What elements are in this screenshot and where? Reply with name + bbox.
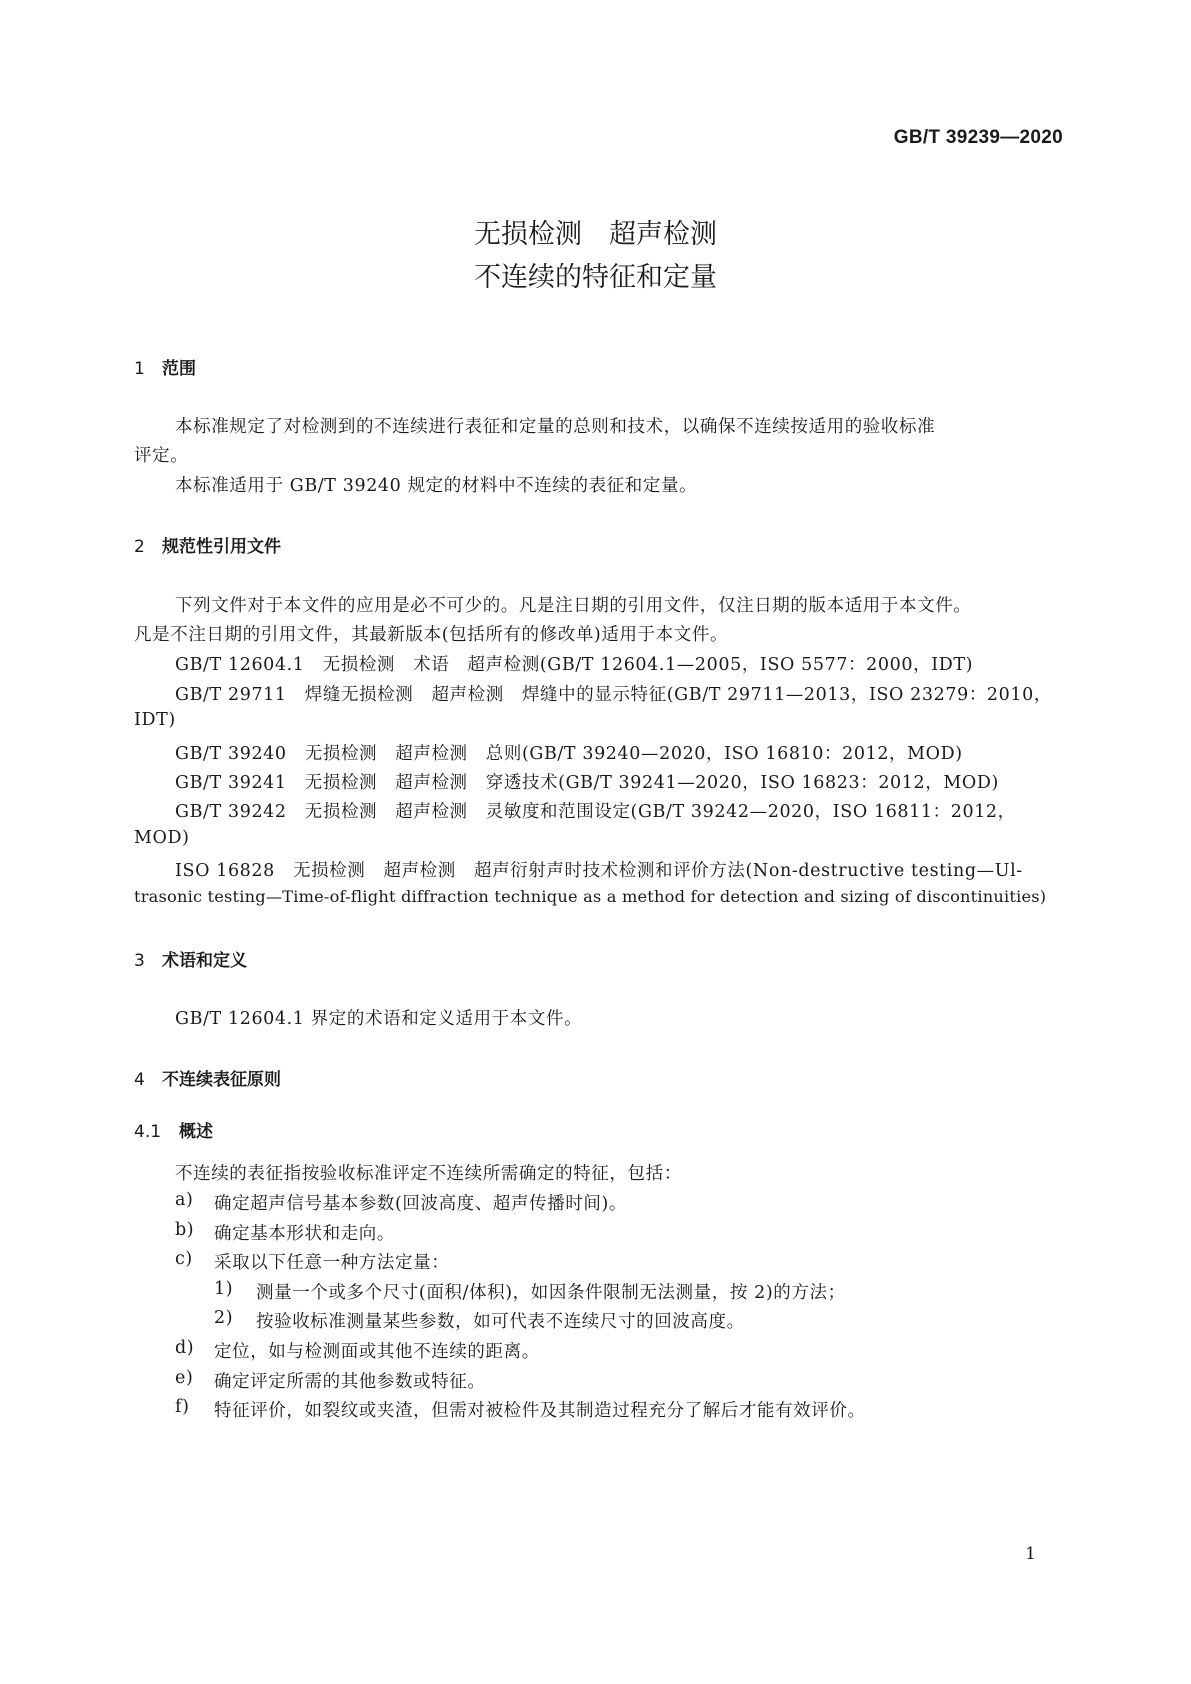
- reference-line: MOD): [134, 828, 190, 848]
- document-title-line-1: 无损检测 超声检测: [474, 219, 717, 250]
- document-title-line-2: 不连续的特征和定量: [474, 262, 717, 293]
- section-4-heading: [134, 1065, 281, 1090]
- reference-line: GB/T 39240 无损检测 超声检测 总则(GB/T 39240—2020，ISO 16810：2012，MOD): [175, 744, 963, 764]
- section-2-intro-b: 凡是不注日期的引用文件，其最新版本(包括所有的修改单)适用于本文件。: [134, 625, 729, 645]
- section-title: 术语和定义: [162, 951, 247, 971]
- section-number: 2: [134, 537, 145, 557]
- section-title: 范围: [162, 359, 196, 379]
- list-item-text: 测量一个或多个尺寸(面积/体积)，如因条件限制无法测量，按 2)的方法；: [256, 1283, 846, 1303]
- section-3-paragraph: GB/T 12604.1 界定的术语和定义适用于本文件。: [175, 1009, 583, 1029]
- list-item-text: 确定基本形状和走向。: [214, 1224, 395, 1244]
- section-number: 4: [134, 1070, 145, 1090]
- list-item-label: e): [175, 1368, 194, 1388]
- section-2-intro-a: 下列文件对于本文件的应用是必不可少的。凡是注日期的引用文件，仅注日期的版本适用于本文件。: [175, 596, 972, 616]
- section-1-heading: [134, 354, 196, 379]
- list-item-text: 定位，如与检测面或其他不连续的距离。: [214, 1342, 540, 1362]
- list-item-label: 1): [214, 1279, 234, 1299]
- list-item-text: 确定超声信号基本参数(回波高度、超声传播时间)。: [214, 1194, 628, 1214]
- list-item-text: 采取以下任意一种方法定量：: [214, 1253, 450, 1273]
- list-item-label: c): [175, 1249, 193, 1269]
- section-number: 3: [134, 951, 145, 971]
- list-item-text: 特征评价，如裂纹或夹渣，但需对被检件及其制造过程充分了解后才能有效评价。: [214, 1401, 866, 1421]
- reference-line: GB/T 39241 无损检测 超声检测 穿透技术(GB/T 39241—2020，ISO 16823：2012，MOD): [175, 773, 999, 793]
- page-number: 1: [1025, 1544, 1036, 1564]
- list-item-label: d): [175, 1338, 195, 1358]
- subsection-title: 概述: [179, 1122, 213, 1142]
- list-item-label: a): [175, 1190, 194, 1210]
- section-1-paragraph-1b: 评定。: [134, 446, 189, 466]
- reference-line: GB/T 12604.1 无损检测 术语 超声检测(GB/T 12604.1—2005，ISO 5577：2000，IDT): [175, 655, 974, 675]
- list-item-label: f): [175, 1397, 190, 1417]
- section-title: 不连续表征原则: [162, 1070, 281, 1090]
- section-2-heading: [134, 532, 281, 557]
- list-item-text: 按验收标准测量某些参数，如可代表不连续尺寸的回波高度。: [256, 1312, 745, 1332]
- list-item-label: b): [175, 1220, 195, 1240]
- reference-line: GB/T 39242 无损检测 超声检测 灵敏度和范围设定(GB/T 39242—2020，ISO 16811：2012，: [175, 802, 1016, 822]
- section-title: 规范性引用文件: [162, 537, 281, 557]
- section-1-paragraph-2: 本标准适用于 GB/T 39240 规定的材料中不连续的表征和定量。: [175, 476, 698, 496]
- section-1-paragraph-1a: 本标准规定了对检测到的不连续进行表征和定量的总则和技术，以确保不连续按适用的验收标准: [175, 417, 936, 437]
- reference-line: trasonic testing—Time-of-flight diffraction technique as a method for detection and sizing of discontinuities): [134, 887, 1047, 906]
- list-item-text: 确定评定所需的其他参数或特征。: [214, 1372, 486, 1392]
- section-3-heading: [134, 946, 247, 971]
- subsection-4-1-heading: [134, 1117, 213, 1142]
- reference-line: GB/T 29711 焊缝无损检测 超声检测 焊缝中的显示特征(GB/T 29711—2013，ISO 23279：2010，: [175, 685, 1052, 705]
- subsection-number: 4.1: [134, 1122, 162, 1142]
- standard-number: GB/T 39239—2020: [893, 127, 1063, 148]
- list-item-label: 2): [214, 1308, 234, 1328]
- section-4-intro: 不连续的表征指按验收标准评定不连续所需确定的特征，包括：: [175, 1164, 682, 1184]
- reference-line: ISO 16828 无损检测 超声检测 超声衍射声时技术检测和评价方法(Non-destructive testing—Ul-: [175, 861, 1023, 881]
- section-number: 1: [134, 359, 145, 379]
- reference-line: IDT): [134, 710, 176, 730]
